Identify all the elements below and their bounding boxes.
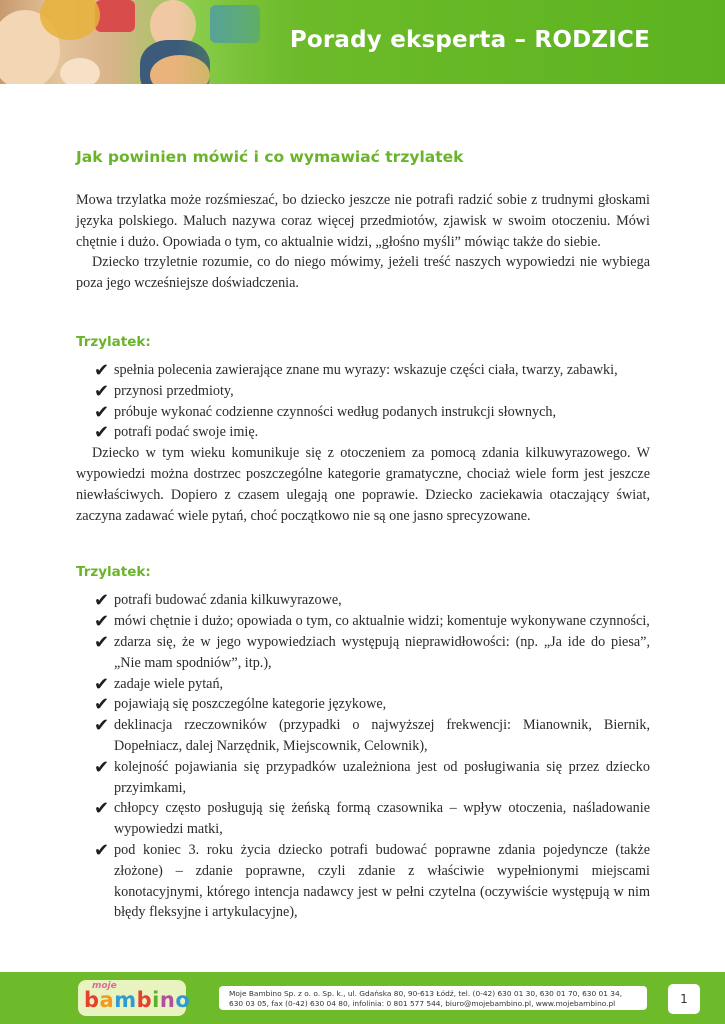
check-icon: ✔ bbox=[94, 611, 110, 633]
list-item: ✔ mówi chętnie i dużo; opowiada o tym, co aktualnie widzi; komentuje wykonywane czynności, bbox=[94, 611, 650, 633]
list-item: ✔ chłopcy często posługują się żeńską formą czasownika – wpływ otoczenia, naśladowanie wypowiedzi matki, bbox=[94, 798, 650, 838]
list-item: ✔ deklinacja rzeczowników (przypadki o najwyższej frekwencji: Mianownik, Biernik, Dopełniacz, dalej Narzędnik, Miejscownik, Celownik), bbox=[94, 715, 650, 754]
page-number: 1 bbox=[668, 984, 700, 1014]
list-item: ✔ spełnia polecenia zawierające znane mu wyrazy: wskazuje części ciała, twarzy, zabawki, bbox=[94, 359, 618, 381]
list-item: ✔ próbuje wykonać codzienne czynności według podanych instrukcji słownych, bbox=[94, 401, 557, 423]
check-icon: ✔ bbox=[94, 715, 110, 737]
checklist bbox=[76, 360, 650, 443]
header-photo bbox=[0, 0, 320, 84]
header-title: Porady eksperta – RODZICE bbox=[289, 27, 650, 53]
check-icon: ✔ bbox=[94, 839, 110, 861]
list-item: ✔ pod koniec 3. roku życia dziecko potrafi budować poprawne zdania pojedyncze (także złożone) – zdanie poprawne, czyli zdanie z właściwie wypełnionymi miejscami konotacyjnymi, którego intencja nadawcy jest w pełni czytelna (oczywiście występują w nim błędy fleksyjne i artykulacyjne), bbox=[94, 839, 650, 921]
list-item: ✔ zadaje wiele pytań, bbox=[94, 673, 224, 695]
check-icon: ✔ bbox=[94, 401, 110, 423]
page-footer bbox=[0, 972, 725, 1024]
check-icon: ✔ bbox=[94, 694, 110, 716]
logo-small-text: moje bbox=[92, 981, 117, 991]
address-line: Moje Bambino Sp. z o. o. Sp. k., ul. Gdańska 80, 90-613 Łódź, tel. (0-42) 630 01 30, 630 01 70, 630 01 34, bbox=[229, 989, 623, 998]
article-body bbox=[76, 148, 650, 923]
address-line: 630 03 05, fax (0-42) 630 04 80, infolinia: 0 801 577 544, biuro@mojebambino.pl, www.mojebambino.pl bbox=[229, 999, 616, 1008]
check-icon: ✔ bbox=[94, 631, 110, 653]
logo-wordmark: bambino bbox=[84, 988, 191, 1012]
company-address bbox=[219, 986, 647, 1010]
check-icon: ✔ bbox=[94, 359, 110, 381]
paragraph: Dziecko w tym wieku komunikuje się z otoczeniem za pomocą zdania kilkuwyrazowego. W wypowiedzi można dostrzec poszczególne kategorie gramatyczne, chociaż wiele form jest jeszcze niewłaściwych. Dopiero z czasem ulegają one poprawie. Dziecko zaciekawia otaczający świat, zaczyna zadawać wiele pytań, choć początkowo nie są one jasno sprecyzowane. bbox=[76, 445, 650, 524]
paragraph: Dziecko trzyletnie rozumie, co do niego mówimy, jeżeli treść naszych wypowiedzi nie wybiega poza jego wcześniejsze doświadczenia. bbox=[76, 254, 650, 292]
article-title: Jak powinien mówić i co wymawiać trzylatek bbox=[76, 148, 464, 166]
list-item: ✔ kolejność pojawiania się przypadków uzależniona jest od posługiwania się przez dziecko przyimkami, bbox=[94, 756, 650, 796]
check-icon: ✔ bbox=[94, 380, 110, 402]
list-item: ✔ pojawiają się poszczególne kategorie językowe, bbox=[94, 694, 387, 716]
list-item: ✔ potrafi podać swoje imię. bbox=[94, 422, 259, 444]
page-header bbox=[0, 0, 725, 84]
list-item: ✔ przynosi przedmioty, bbox=[94, 380, 234, 402]
list-item: ✔ zdarza się, że w jego wypowiedziach występują nieprawidłowości: (np. „Ja ide do piesa”, „Nie mam spodniów”, itp.), bbox=[94, 631, 650, 671]
check-icon: ✔ bbox=[94, 756, 110, 778]
section-heading: Trzylatek: bbox=[76, 333, 151, 350]
check-icon: ✔ bbox=[94, 422, 110, 444]
list-item: ✔ potrafi budować zdania kilkuwyrazowe, bbox=[94, 590, 342, 612]
checklist bbox=[76, 590, 650, 923]
paragraph: Mowa trzylatka może rozśmieszać, bo dziecko jeszcze nie potrafi radzić sobie z trudnymi głoskami języka polskiego. Maluch nazywa coraz więcej przedmiotów, zjawisk w swoim otoczeniu. Mówi chętnie i dużo. Opowiada o tym, co aktualnie widzi, „głośno myśli” mówiąc także do siebie. bbox=[76, 192, 650, 250]
section-heading: Trzylatek: bbox=[76, 564, 151, 581]
check-icon: ✔ bbox=[94, 590, 110, 612]
check-icon: ✔ bbox=[94, 798, 110, 820]
check-icon: ✔ bbox=[94, 673, 110, 695]
brand-logo[interactable] bbox=[78, 980, 191, 1016]
